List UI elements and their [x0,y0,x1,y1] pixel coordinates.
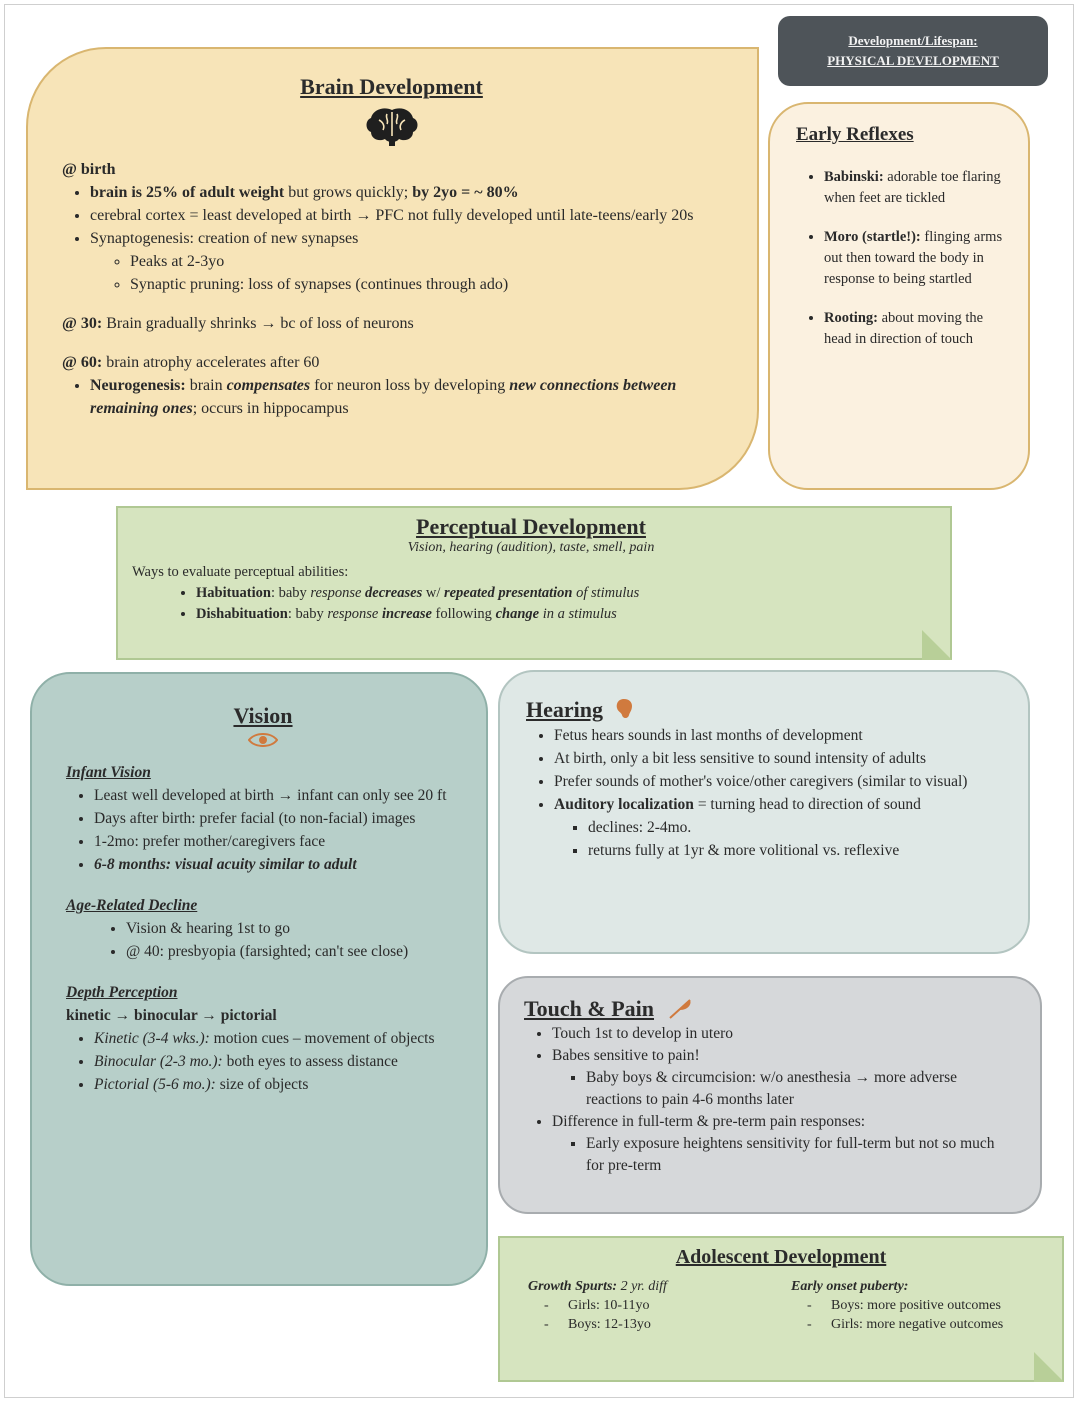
list-item [94,1073,460,1096]
circumcision-sublist [552,1067,1016,1111]
depth-stage: Kinetic (3-4 wks.): [94,1030,210,1047]
list-item: ◦ Synaptic pruning: loss of synapses (continues through ado) [130,273,721,296]
list-item [824,167,1006,209]
list-item: - Girls: 10-11yo [544,1296,781,1315]
list-text: response [310,585,362,601]
age-30-heading: @ 30: [62,315,103,332]
depth-text: size of objects [215,1076,309,1093]
feather-icon [668,998,694,1020]
list-text: following [431,606,496,622]
list-item: ▪ declines: 2-4mo. [588,816,1004,839]
age-60-list [62,374,721,420]
list-text: increase [381,606,432,622]
list-text: Babes sensitive to pain! [552,1047,700,1064]
list-text: : baby [287,606,328,622]
percept-list [132,583,930,625]
reflex-text: flinging arms out then toward the body in response to being startled [824,229,1003,287]
depth-sequence: kinetic → binocular → pictorial [66,1007,277,1024]
list-item [90,227,721,296]
growth-spurts-column [518,1277,781,1334]
growth-spurts-label: Growth Spurts: [528,1279,618,1294]
list-text: Difference in full-term & pre-term pain responses: [552,1113,866,1130]
list-item [196,604,930,625]
list-item [94,1050,460,1073]
depth-perception-heading: Depth Perception [66,984,178,1001]
list-item [824,308,1006,350]
touch-title: Touch & Pain [524,996,655,1021]
list-text: Synaptogenesis: creation of new synapses [90,230,359,247]
age-60-heading: @ 60: [62,354,103,371]
depth-list [66,1027,460,1096]
list-item: • Least well developed at birth → infant can only see 20 ft [94,784,460,807]
page-curl-icon [1034,1352,1064,1382]
list-item [824,227,1006,290]
header-tag [778,16,1048,86]
brain-title: Brain Development [300,74,483,99]
brain-icon [365,106,419,146]
page-curl-icon [922,630,952,660]
habituation-term: Habituation [196,585,271,601]
brain-weight-text: brain is 25% of adult weight [90,184,285,201]
list-item [554,793,1004,862]
list-item [90,374,721,420]
list-text: change [495,606,540,622]
eye-icon [248,731,278,749]
list-text: = turning head to direction of sound [693,796,921,813]
list-item: • Touch 1st to develop in utero [552,1023,1016,1045]
age-decline-list [66,917,460,963]
list-item: • cerebral cortex = least developed at birth → PFC not fully developed until late-teens/early 20s [90,204,721,227]
touch-pain-card [498,976,1042,1214]
perceptual-development-card [116,506,952,660]
list-text: w/ [422,585,444,601]
list-item: • Vision & hearing 1st to go [126,917,460,940]
list-item [552,1045,1016,1111]
list-item: ▪ returns fully at 1yr & more volitional vs. reflexive [588,839,1004,862]
list-item [196,583,930,604]
adol-columns [518,1277,1044,1334]
list-text: new connections between remaining ones [90,377,677,417]
tag-line-1: Development/Lifespan: [848,33,978,48]
brain-development-card [26,47,759,490]
growth-spurts-list [528,1296,781,1334]
adol-title: Adolescent Development [675,1246,887,1268]
depth-text: both eyes to assess distance [222,1053,398,1070]
vision-title: Vision [233,703,293,728]
list-item: - Girls: more negative outcomes [807,1315,1044,1334]
early-reflexes-card [768,102,1030,490]
growth-spurts-note: 2 yr. diff [617,1279,667,1294]
synapse-sublist [90,250,721,296]
reflex-list [796,167,1006,350]
percept-intro: Ways to evaluate perceptual abilities: [132,564,349,580]
infant-vision-list [66,784,460,876]
age-60-line [62,351,721,374]
list-item: ◦ Peaks at 2-3yo [130,250,721,273]
brain-2yo-text: by 2yo = ~ 80% [412,184,519,201]
list-text: compensates [226,377,311,394]
hearing-title: Hearing [526,697,603,722]
hearing-card [498,670,1030,954]
list-text: response [327,606,379,622]
list-text: of stimulus [572,585,640,601]
neurogenesis-term: Neurogenesis: [90,377,186,394]
reflex-text: about moving the head in direction of touch [824,310,984,347]
list-text: in a stimulus [539,606,617,622]
age-30-text: Brain gradually shrinks → bc of loss of neurons [102,315,414,332]
list-text: brain [185,377,227,394]
list-item: • 1-2mo: prefer mother/caregivers face [94,830,460,853]
vision-card [30,672,488,1286]
touch-header [524,998,1016,1023]
list-item: ▪ Early exposure heightens sensitivity for full-term but not so much for pre-term [586,1133,1016,1177]
hearing-list [526,724,1004,862]
list-item [94,1027,460,1050]
list-item: ▪ Baby boys & circumcision: w/o anesthesia → more adverse reactions to pain 4-6 months later [586,1067,1016,1111]
list-item: • Fetus hears sounds in last months of development [554,724,1004,747]
age-60-text: brain atrophy accelerates after 60 [102,354,320,371]
adolescent-development-card [498,1236,1064,1382]
age-30-line [62,312,721,335]
infant-vision-heading: Infant Vision [66,764,151,781]
age-decline-heading: Age-Related Decline [66,897,198,914]
localization-sublist [554,816,1004,862]
reflex-name: Moro (startle!): [824,229,921,245]
early-puberty-list [791,1296,1044,1334]
preterm-sublist [552,1133,1016,1177]
reflex-name: Rooting: [824,310,878,326]
list-text: decreases [365,585,423,601]
depth-text: motion cues – movement of objects [209,1030,435,1047]
list-item: - Boys: more positive outcomes [807,1296,1044,1315]
list-item: • Prefer sounds of mother's voice/other caregivers (similar to visual) [554,770,1004,793]
early-puberty-column [781,1277,1044,1334]
dishabituation-term: Dishabituation [196,606,288,622]
list-item: • 6-8 months: visual acuity similar to adult [94,853,460,876]
reflex-text: adorable toe flaring when feet are tickled [824,169,1001,206]
touch-list [524,1023,1016,1177]
tag-line-2: PHYSICAL DEVELOPMENT [827,53,999,68]
early-puberty-heading: Early onset puberty: [791,1279,909,1294]
list-item: - Boys: 12-13yo [544,1315,781,1334]
list-text: ; occurs in hippocampus [192,400,349,417]
growth-spurts-heading [528,1277,781,1296]
list-item [552,1111,1016,1177]
list-item [90,181,721,204]
hearing-header [526,698,1004,724]
reflex-name: Babinski: [824,169,884,185]
list-item: • At birth, only a bit less sensitive to sound intensity of adults [554,747,1004,770]
list-text: repeated presentation [443,585,573,601]
percept-title: Perceptual Development [416,514,646,539]
percept-subtitle: Vision, hearing (audition), taste, smell, pain [407,540,655,555]
birth-list [62,181,721,296]
list-text: for neuron loss by developing [310,377,510,394]
auditory-localization-term: Auditory localization [554,796,694,813]
list-item: • @ 40: presbyopia (farsighted; can't see close) [126,940,460,963]
reflex-title: Early Reflexes [796,124,914,145]
depth-stage: Pictorial (5-6 mo.): [94,1076,216,1093]
list-text: but grows quickly; [284,184,413,201]
birth-heading: @ birth [62,161,116,178]
depth-stage: Binocular (2-3 mo.): [94,1053,223,1070]
ear-icon [615,698,633,720]
list-item: • Days after birth: prefer facial (to non-facial) images [94,807,460,830]
list-text: : baby [270,585,311,601]
